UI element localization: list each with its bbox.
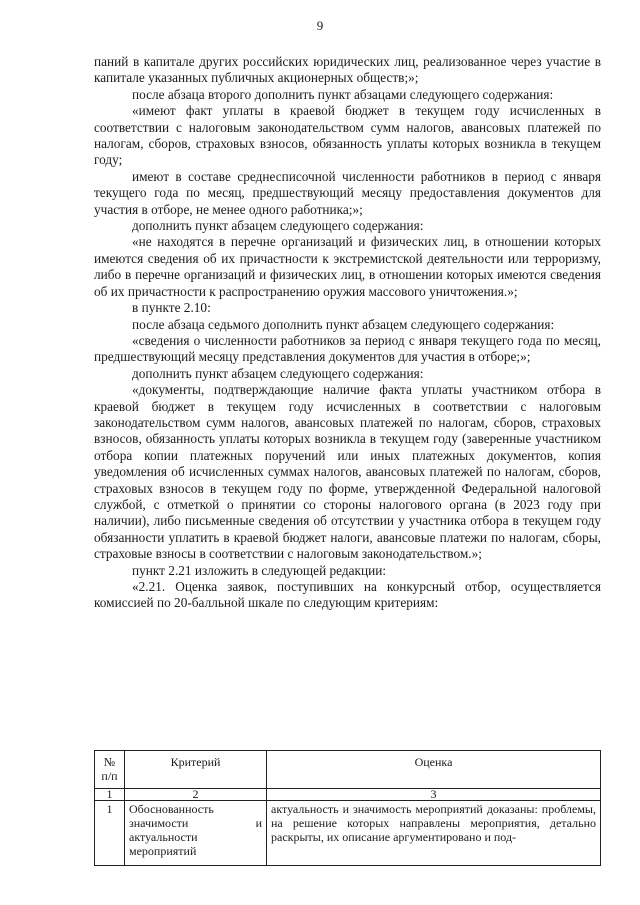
page-number: 9 — [316, 18, 324, 33]
criteria-table — [94, 750, 601, 866]
paragraph: в пункте 2.10: — [132, 300, 211, 316]
paragraph: паний в капитале других российских юридических лиц, реализованное через участие в капитале указанных публичных акционерных обществ;»; — [94, 54, 601, 86]
table-header-row — [95, 751, 601, 789]
column-number: 3 — [267, 789, 601, 801]
document-body — [94, 54, 601, 612]
paragraph: «сведения о численности работников за период с января текущего года по месяц, предшествующий месяцу представления документов для участия в отборе;»; — [94, 332, 601, 365]
paragraph: «документы, подтверждающие наличие факта уплаты участником отбора в краевой бюджет в текущем году исчисленных в соответствии с налоговым законодательством сумм налогов, авансовых платежей по налогам, сборов, страховых взносов, обязанность уплаты которых возникла в текущем году (заверенные участником отбора копии платежных поручений или иных платежных документов, копия уведомления об исчисленных суммах налогов, авансовых платежей по налогам, сборов, страховых взносов в текущем году по форме, утвержденной Федеральной налоговой службой, с отметкой о принятии со стороны налогового органа (в 2023 году при наличии), либо письменные сведения об отсутствии у участника отбора в текущем году обязанности уплатить в краевой бюджет налоги, авансовые платежи по налогам, сборы, страховые взносы в соответствии с налоговым законодательством.»; — [94, 382, 601, 562]
row-assessment: актуальность и значимость мероприятий доказаны: проблемы, на решение которых направлены мероприятия, детально раскрыты, их описание аргументировано и под- — [271, 802, 596, 844]
paragraph: дополнить пункт абзацем следующего содержания: — [132, 218, 424, 234]
header-assessment: Оценка — [267, 751, 601, 789]
row-number: 1 — [95, 801, 125, 866]
paragraph: дополнить пункт абзацем следующего содержания: — [132, 365, 424, 381]
column-number: 2 — [125, 789, 267, 801]
column-number: 1 — [95, 789, 125, 801]
table-row — [95, 801, 601, 866]
paragraph: имеют в составе среднесписочной численности работников в период с января текущего года по месяц, предшествующий месяцу предоставления документов для участия в отборе, не менее одного работника;»; — [94, 168, 601, 217]
paragraph: после абзаца седьмого дополнить пункт абзацем следующего содержания: — [132, 316, 555, 332]
paragraph: пункт 2.21 изложить в следующей редакции: — [132, 562, 387, 578]
paragraph: «имеют факт уплаты в краевой бюджет в текущем году исчисленных в соответствии с налоговым законодательством сумм налогов, авансовых платежей по налогам, сборов, страховых взносов, обязанность уплаты которых возникла в текущем году; — [94, 103, 601, 168]
paragraph: после абзаца второго дополнить пункт абзацами следующего содержания: — [132, 86, 554, 102]
paragraph: «не находятся в перечне организаций и физических лиц, в отношении которых имеются сведения об их причастности к экстремистской деятельности или терроризму, либо в перечне организаций и физических лиц, в отношении которых имеются сведения об их причастности к распространению оружия массового уничтожения.»; — [94, 234, 601, 299]
row-criterion: Обоснованность значимости и актуальности мероприятий — [129, 802, 262, 858]
column-numbers-row — [95, 789, 601, 801]
header-criterion: Критерий — [125, 751, 267, 789]
paragraph: «2.21. Оценка заявок, поступивших на конкурсный отбор, осуществляется комиссией по 20-балльной шкале по следующим критериям: — [94, 579, 601, 611]
header-number: № п/п — [95, 751, 125, 789]
